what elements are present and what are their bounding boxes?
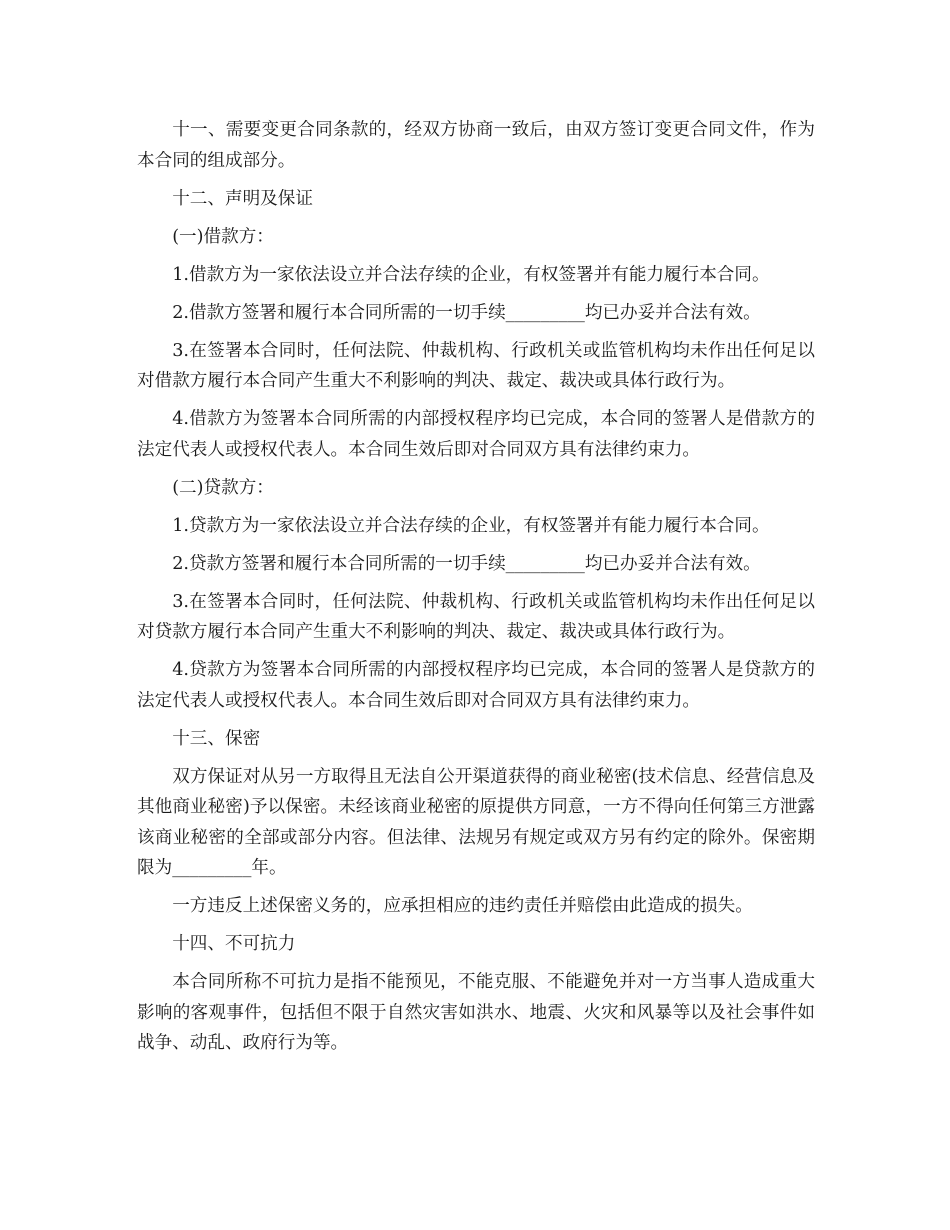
clause-12-heading: 十二、声明及保证 xyxy=(172,188,313,209)
borrower-item-2: 2.借款方签署和履行本合同所需的一切手续_________均已办妥并合法有效。 xyxy=(172,302,761,323)
clause-14-heading: 十四、不可抗力 xyxy=(172,934,296,954)
lender-item-2: 2.贷款方签署和履行本合同所需的一切手续_________均已办妥并合法有效。 xyxy=(172,553,761,574)
lender-item-3: 3.在签署本合同时，任何法院、仲裁机构、行政机关或监管机构均未作出任何足以对贷款方履行本合同产生重大不利影响的判决、裁定、裁决或具体行政行为。 xyxy=(137,591,815,642)
lender-item-1: 1.贷款方为一家依法设立并合法存续的企业，有权签署并有能力履行本合同。 xyxy=(172,515,770,536)
borrower-item-4: 4.借款方为签署本合同所需的内部授权程序均已完成，本合同的签署人是借款方的法定代表人或授权代表人。本合同生效后即对合同双方具有法律约束力。 xyxy=(137,409,815,460)
force-majeure-definition: 本合同所称不可抗力是指不能预见，不能克服、不能避免并对一方当事人造成重大影响的客观事件，包括但不限于自然灾害如洪水、地震、火灾和风暴等以及社会事件如战争、动乱、政府行为等。 xyxy=(137,972,815,1053)
document-body xyxy=(137,115,815,1066)
confidentiality-body: 双方保证对从另一方取得且无法自公开渠道获得的商业秘密(技术信息、经营信息及其他商业秘密)予以保密。未经该商业秘密的原提供方同意，一方不得向任何第三方泄露该商业秘密的全部或部分内容。但法律、法规另有规定或双方另有约定的除外。保密期限为_________年。 xyxy=(137,766,815,878)
clause-13-heading: 十三、保密 xyxy=(172,728,261,749)
borrower-item-3: 3.在签署本合同时，任何法院、仲裁机构、行政机关或监管机构均未作出任何足以对借款方履行本合同产生重大不利影响的判决、裁定、裁决或具体行政行为。 xyxy=(137,340,815,391)
confidentiality-breach: 一方违反上述保密义务的，应承担相应的违约责任并赔偿由此造成的损失。 xyxy=(172,896,753,916)
borrower-item-1: 1.借款方为一家依法设立并合法存续的企业，有权签署并有能力履行本合同。 xyxy=(172,264,770,285)
clause-11-amendment: 十一、需要变更合同条款的，经双方协商一致后，由双方签订变更合同文件，作为本合同的组成部分。 xyxy=(137,120,815,171)
lender-subheading: (二)贷款方： xyxy=(172,477,274,498)
lender-item-4: 4.贷款方为签署本合同所需的内部授权程序均已完成，本合同的签署人是贷款方的法定代表人或授权代表人。本合同生效后即对合同双方具有法律约束力。 xyxy=(137,660,815,711)
borrower-subheading: (一)借款方： xyxy=(172,226,274,247)
